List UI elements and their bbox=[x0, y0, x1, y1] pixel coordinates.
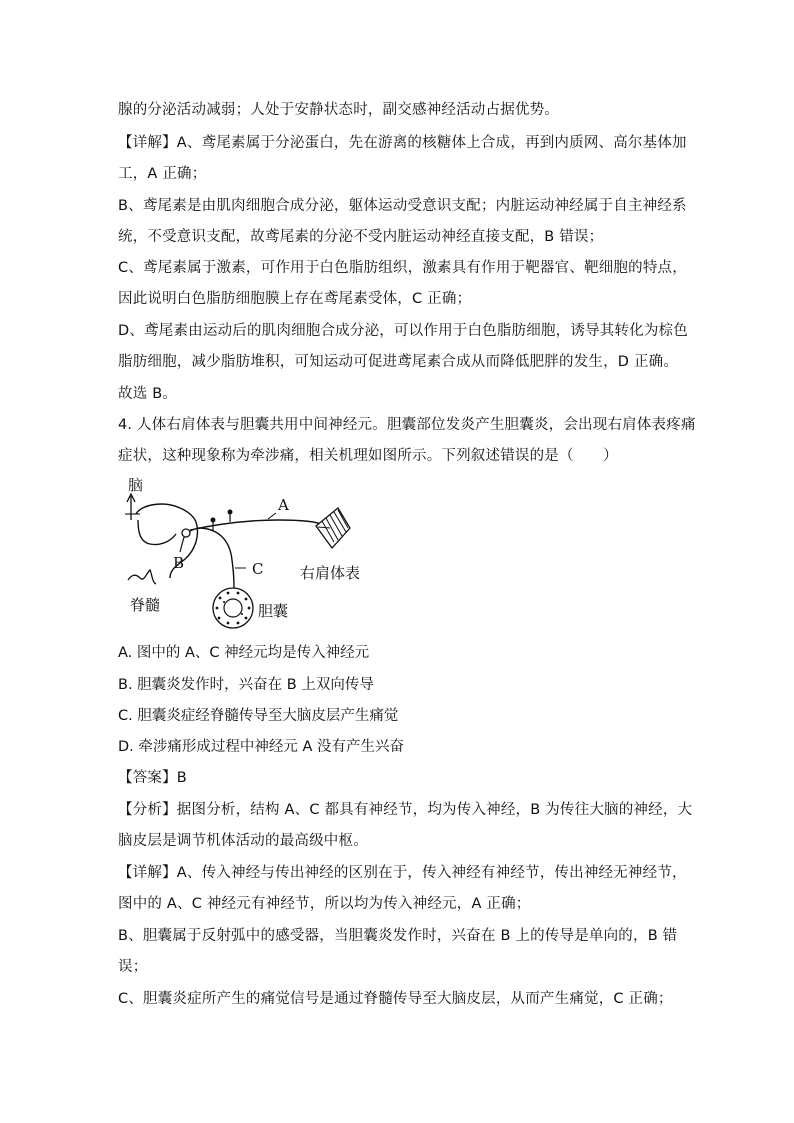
detail-line: B、胆囊属于反射弧中的感受器，当胆囊炎发作时，兴奋在 B 上的传导是单向的，B 错 bbox=[118, 928, 678, 944]
text-line: 腺的分泌活动减弱；人处于安静状态时，副交感神经活动占据优势。 bbox=[118, 102, 559, 118]
spinal-label: 脊髓 bbox=[130, 596, 161, 614]
analysis-line: 脑皮层是调节机体活动的最高级中枢。 bbox=[118, 833, 368, 849]
question-stem: 4. 人体右肩体表与胆囊共用中间神经元。胆囊部位发炎产生胆囊炎，会出现右肩体表疼痛 bbox=[118, 417, 696, 433]
text-line: 统，不受意识支配，故鸢尾素的分泌不受内脏运动神经直接支配，B 错误； bbox=[118, 229, 604, 245]
analysis-line: 【分析】据图分析，结构 A、C 都具有神经节，均为传入神经，B 为传往大脑的神经，大 bbox=[118, 802, 693, 818]
answer-line: 【答案】B bbox=[118, 770, 187, 786]
text-line: D、鸢尾素由运动后的肌肉细胞合成分泌，可以作用于白色脂肪细胞，诱导其转化为棕色 bbox=[118, 323, 688, 339]
detail-line: 【详解】A、传入神经与传出神经的区别在于，传入神经有神经节，传出神经无神经节， bbox=[118, 865, 687, 881]
label-c: C bbox=[252, 560, 264, 578]
text-line: 工，A 正确； bbox=[118, 166, 207, 182]
text-line: 【详解】A、鸢尾素属于分泌蛋白，先在游离的核糖体上合成，再到内质网、高尔基体加 bbox=[118, 135, 687, 151]
nerve-diagram bbox=[118, 470, 378, 632]
option-c: C. 胆囊炎症经脊髓传导至大脑皮层产生痛觉 bbox=[118, 708, 399, 724]
label-a: A bbox=[278, 496, 289, 514]
text-line: 因此说明白色脂肪细胞膜上存在鸢尾素受体，C 正确； bbox=[118, 291, 472, 307]
label-b: B bbox=[173, 554, 185, 572]
detail-line: C、胆囊炎症所产生的痛觉信号是通过脊髓传导至大脑皮层，从而产生痛觉，C 正确； bbox=[118, 991, 673, 1007]
text-line: 故选 B。 bbox=[118, 386, 178, 402]
text-line: C、鸢尾素属于激素，可作用于白色脂肪组织，激素具有作用于靶器官、靶细胞的特点， bbox=[118, 260, 687, 276]
gallbladder-label: 胆囊 bbox=[258, 602, 289, 620]
option-b: B. 胆囊炎发作时，兴奋在 B 上双向传导 bbox=[118, 677, 374, 693]
detail-line: 图中的 A、C 神经元有神经节，所以均为传入神经元，A 正确； bbox=[118, 896, 531, 912]
text-line: B、鸢尾素是由肌肉细胞合成分泌，躯体运动受意识支配；内脏运动神经属于自主神经系 bbox=[118, 198, 687, 214]
option-a: A. 图中的 A、C 神经元均是传入神经元 bbox=[118, 645, 370, 661]
text-line: 脂肪细胞，减少脂肪堆积，可知运动可促进鸢尾素合成从而降低肥胖的发生，D 正确。 bbox=[118, 354, 679, 370]
question-stem: 症状，这种现象称为牵涉痛，相关机理如图所示。下列叙述错误的是（ ） bbox=[118, 448, 618, 464]
detail-line: 误； bbox=[118, 959, 148, 975]
option-d: D. 牵涉痛形成过程中神经元 A 没有产生兴奋 bbox=[118, 739, 405, 755]
brain-label: 脑 bbox=[128, 476, 144, 494]
shoulder-label: 右肩体表 bbox=[300, 564, 361, 582]
